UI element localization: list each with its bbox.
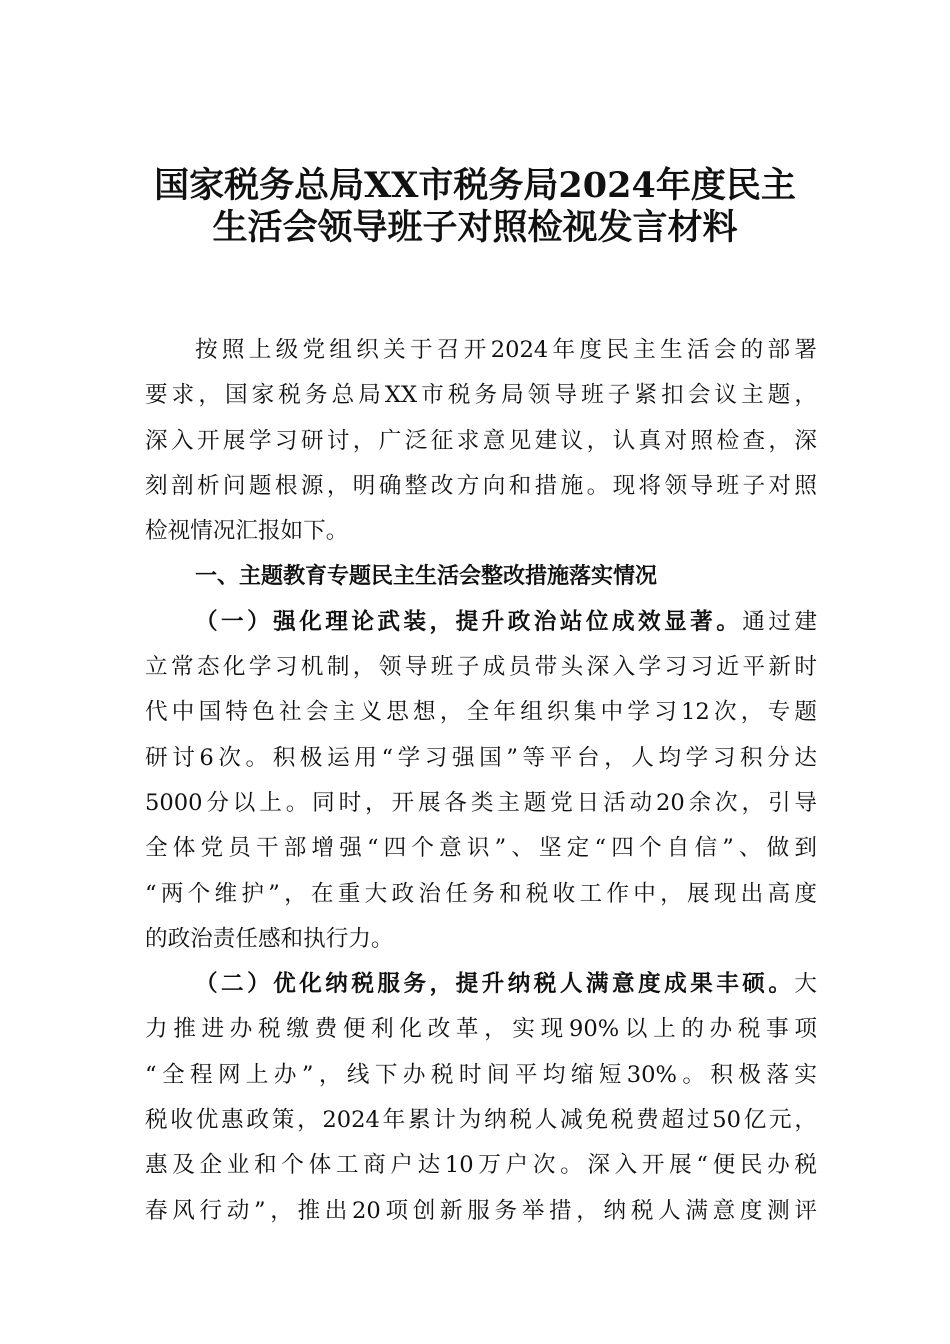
subsection-1-line: 研讨6次。积极运用“学习强国”等平台，人均学习积分达 <box>145 744 817 771</box>
subsection-1-line: 全体党员干部增强“四个意识”、坚定“四个自信”、做到 <box>145 835 817 862</box>
subsection-2-line: 春风行动”，推出20项创新服务举措，纳税人满意度测评 <box>145 1197 817 1224</box>
subsection-1-lead: （一）强化理论武装，提升政治站位成效显著。 <box>195 608 743 635</box>
subsection-2-line: 力推进办税缴费便利化改革，实现90%以上的办税事项 <box>145 1016 817 1043</box>
subsection-2-first-rest: 大 <box>794 971 817 998</box>
subsection-1-line: “两个维护”，在重大政治任务和税收工作中，展现出高度 <box>145 880 817 907</box>
subsection-1-line: 的政治责任感和执行力。 <box>145 925 394 952</box>
subsection-1-first-line <box>145 600 817 645</box>
subsection-1-line: 5000分以上。同时，开展各类主题党日活动20余次，引导 <box>145 789 817 816</box>
intro-line: 要求，国家税务总局XX市税务局领导班子紧扣会议主题， <box>145 382 817 409</box>
document-title-line-1: 国家税务总局XX市税务局2024年度民主 <box>154 165 796 206</box>
subsection-1-first-rest: 通过建 <box>742 608 818 635</box>
subsection-1-line: 立常态化学习机制，领导班子成员带头深入学习习近平新时 <box>145 654 817 681</box>
intro-line: 检视情况汇报如下。 <box>145 518 349 545</box>
intro-line: 按照上级党组织关于召开2024年度民主生活会的部署 <box>195 337 817 363</box>
intro-line: 深入开展学习研讨，广泛征求意见建议，认真对照检查，深 <box>145 427 817 454</box>
document-title-line-2: 生活会领导班子对照检视发言材料 <box>212 207 738 248</box>
document-body <box>145 328 817 1234</box>
subsection-2-line: “全程网上办”，线下办税时间平均缩短30%。积极落实 <box>145 1061 817 1088</box>
subsection-2-first-line <box>145 962 817 1007</box>
section-heading: 一、主题教育专题民主生活会整改措施落实情况 <box>195 564 658 590</box>
subsection-2-line: 惠及企业和个体工商户达10万户次。深入开展“便民办税 <box>145 1152 817 1179</box>
intro-line: 刻剖析问题根源，明确整改方向和措施。现将领导班子对照 <box>145 472 817 499</box>
subsection-2-lead: （二）优化纳税服务，提升纳税人满意度成果丰硕。 <box>195 971 795 998</box>
subsection-1-line: 代中国特色社会主义思想，全年组织集中学习12次，专题 <box>145 699 817 726</box>
subsection-2-line: 税收优惠政策，2024年累计为纳税人减免税费超过50亿元， <box>145 1107 817 1134</box>
